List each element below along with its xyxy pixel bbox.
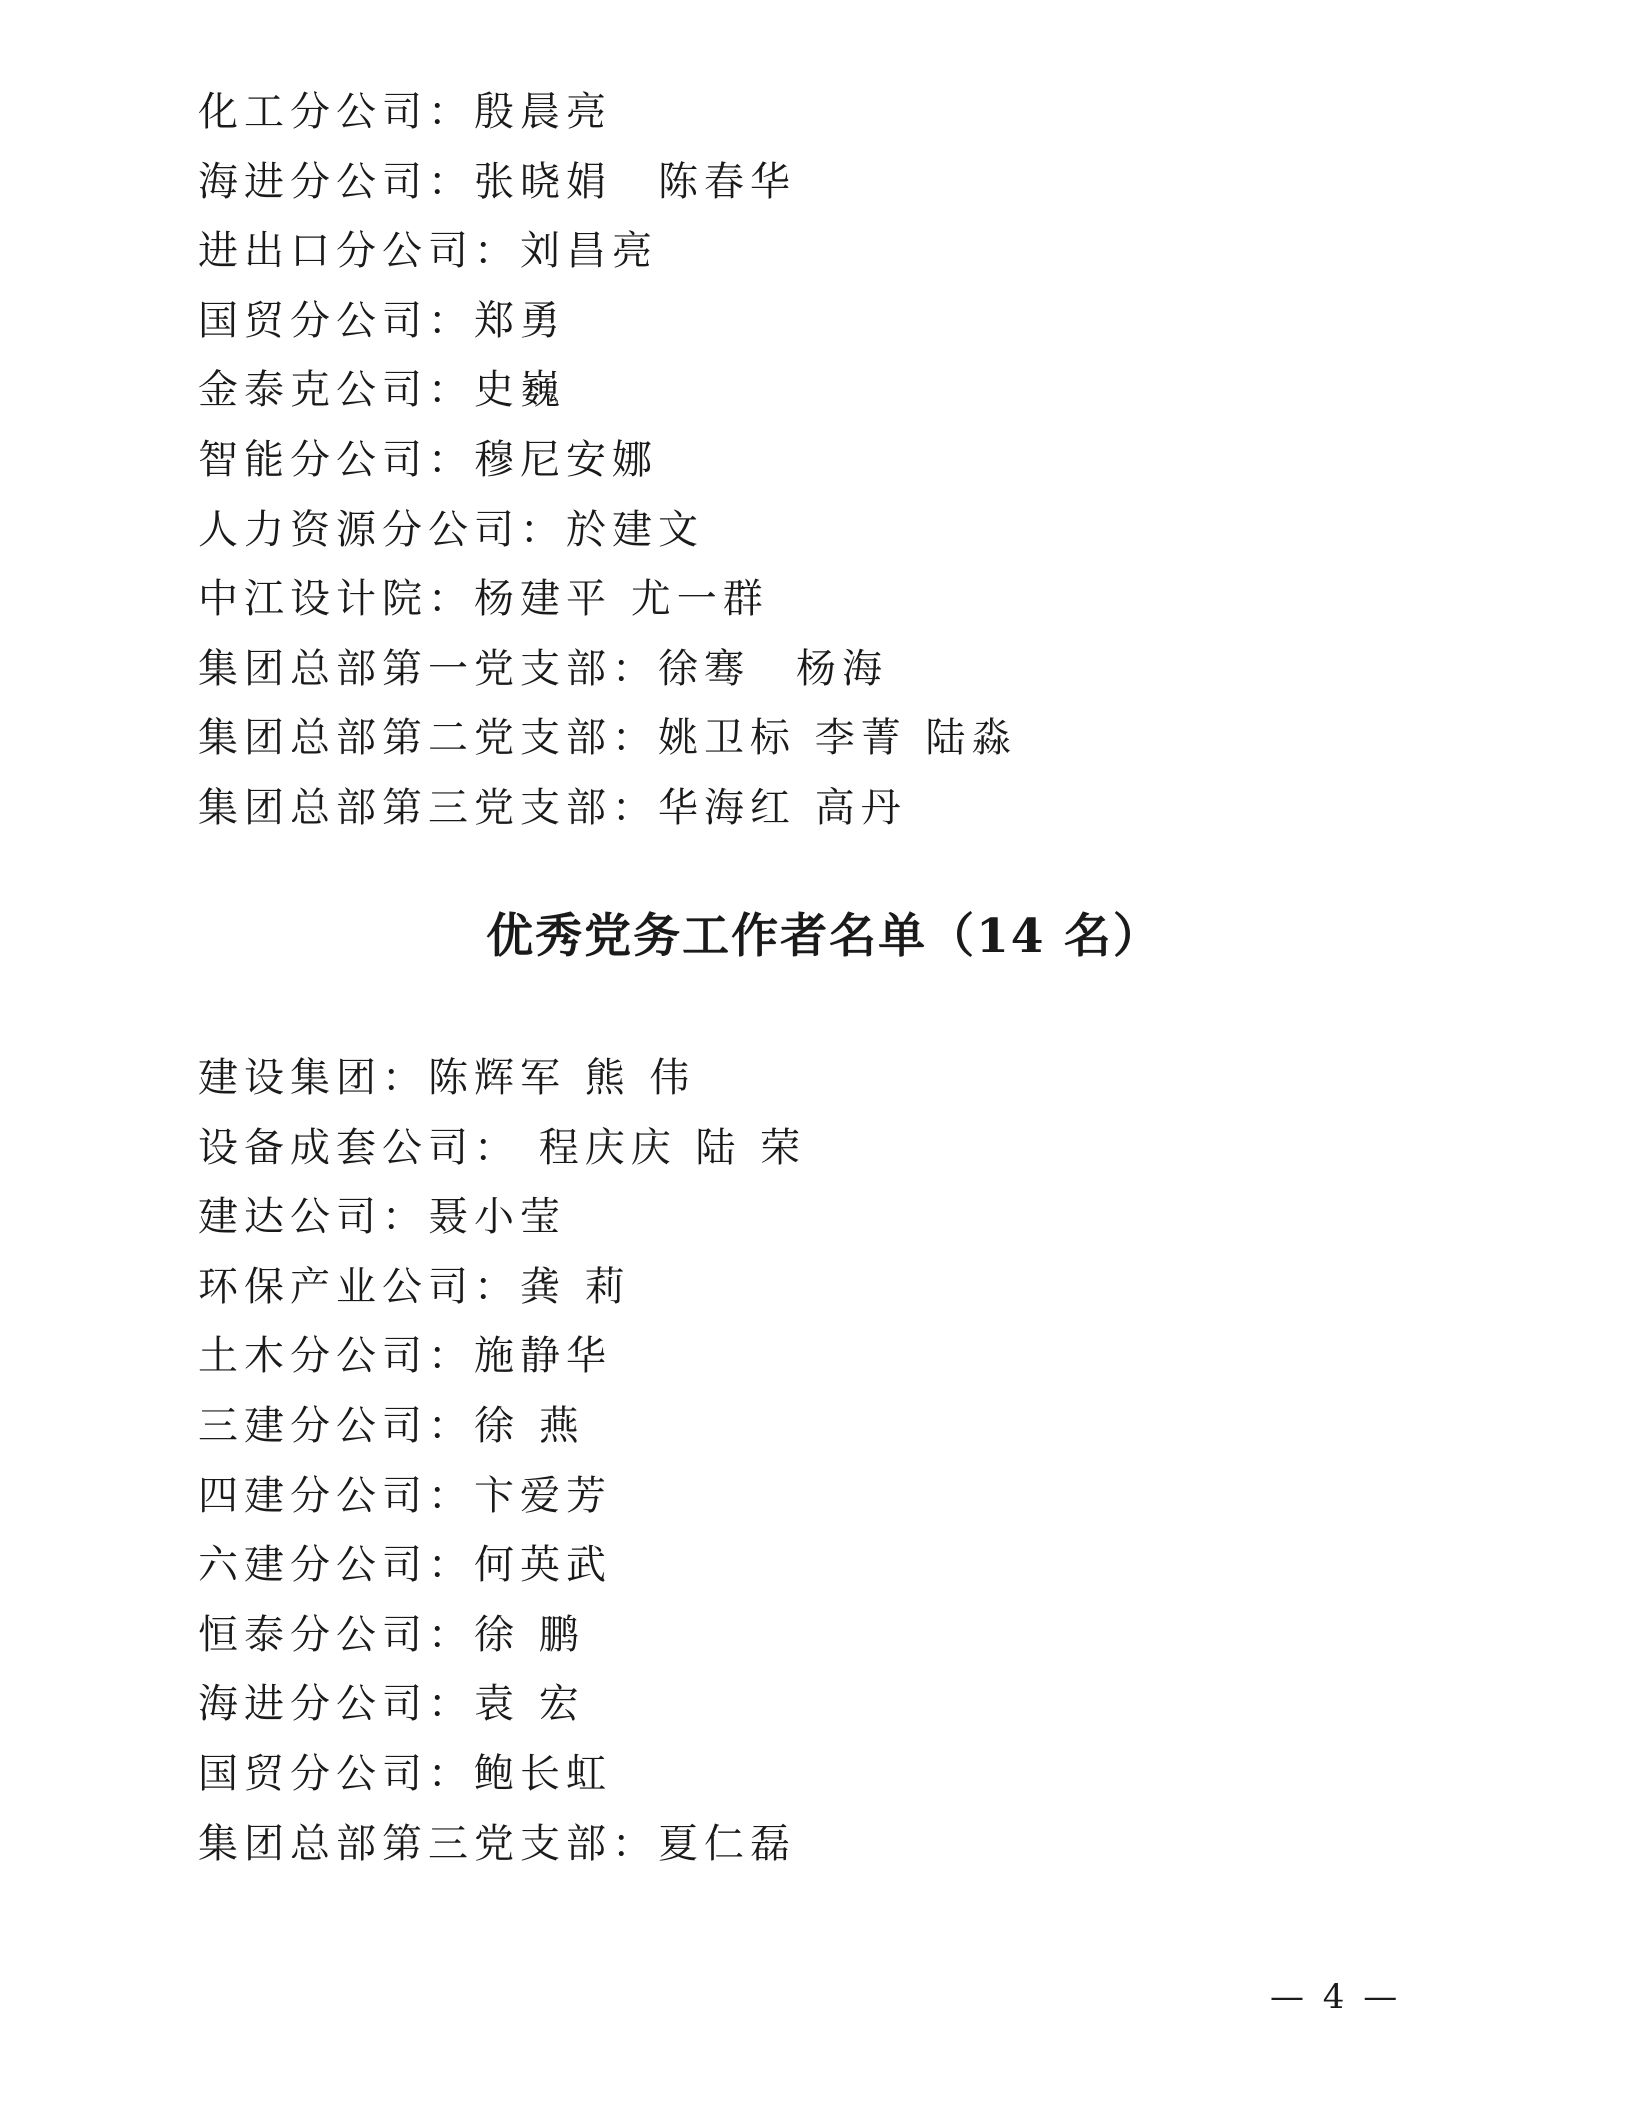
list-item: 集团总部第三党支部：夏仁磊 <box>198 1820 796 1867</box>
list-item: 国贸分公司：鲍长虹 <box>198 1750 612 1797</box>
party-workers-list <box>198 1044 806 1879</box>
awardees-list-continued <box>198 78 1017 844</box>
list-item: 集团总部第二党支部：姚卫标 李菁 陆淼 <box>198 715 1018 762</box>
list-item: 集团总部第三党支部：华海红 高丹 <box>198 784 907 831</box>
list-item: 六建分公司：何英武 <box>198 1542 612 1589</box>
list-item: 集团总部第一党支部：徐骞 杨海 <box>198 645 888 692</box>
list-item: 海进分公司：张晓娟 陈春华 <box>198 158 796 205</box>
section-title: 优秀党务工作者名单（14 名） <box>486 909 1162 964</box>
list-item: 环保产业公司：龚 莉 <box>198 1263 631 1310</box>
list-item: 恒泰分公司：徐 鹏 <box>198 1611 585 1658</box>
list-item: 进出口分公司：刘昌亮 <box>198 228 658 275</box>
list-item: 设备成套公司： 程庆庆 陆 荣 <box>198 1124 807 1171</box>
list-item: 建达公司：聂小莹 <box>198 1194 566 1241</box>
list-item: 国贸分公司：郑勇 <box>198 297 566 344</box>
list-item: 化工分公司：殷晨亮 <box>198 89 612 135</box>
list-item: 海进分公司：袁 宏 <box>198 1681 585 1728</box>
list-item: 中江设计院：杨建平 尤一群 <box>198 576 769 623</box>
list-item: 三建分公司：徐 燕 <box>198 1402 585 1449</box>
page-number: — 4 — <box>1270 1977 1402 2017</box>
list-item: 人力资源分公司：於建文 <box>198 506 704 553</box>
list-item: 金泰克公司：史巍 <box>198 367 566 414</box>
list-item: 土木分公司：施静华 <box>198 1333 612 1380</box>
list-item: 建设集团：陈辉军 熊 伟 <box>198 1055 696 1101</box>
list-item: 四建分公司：卞爱芳 <box>198 1472 612 1519</box>
list-item: 智能分公司：穆尼安娜 <box>198 436 658 483</box>
